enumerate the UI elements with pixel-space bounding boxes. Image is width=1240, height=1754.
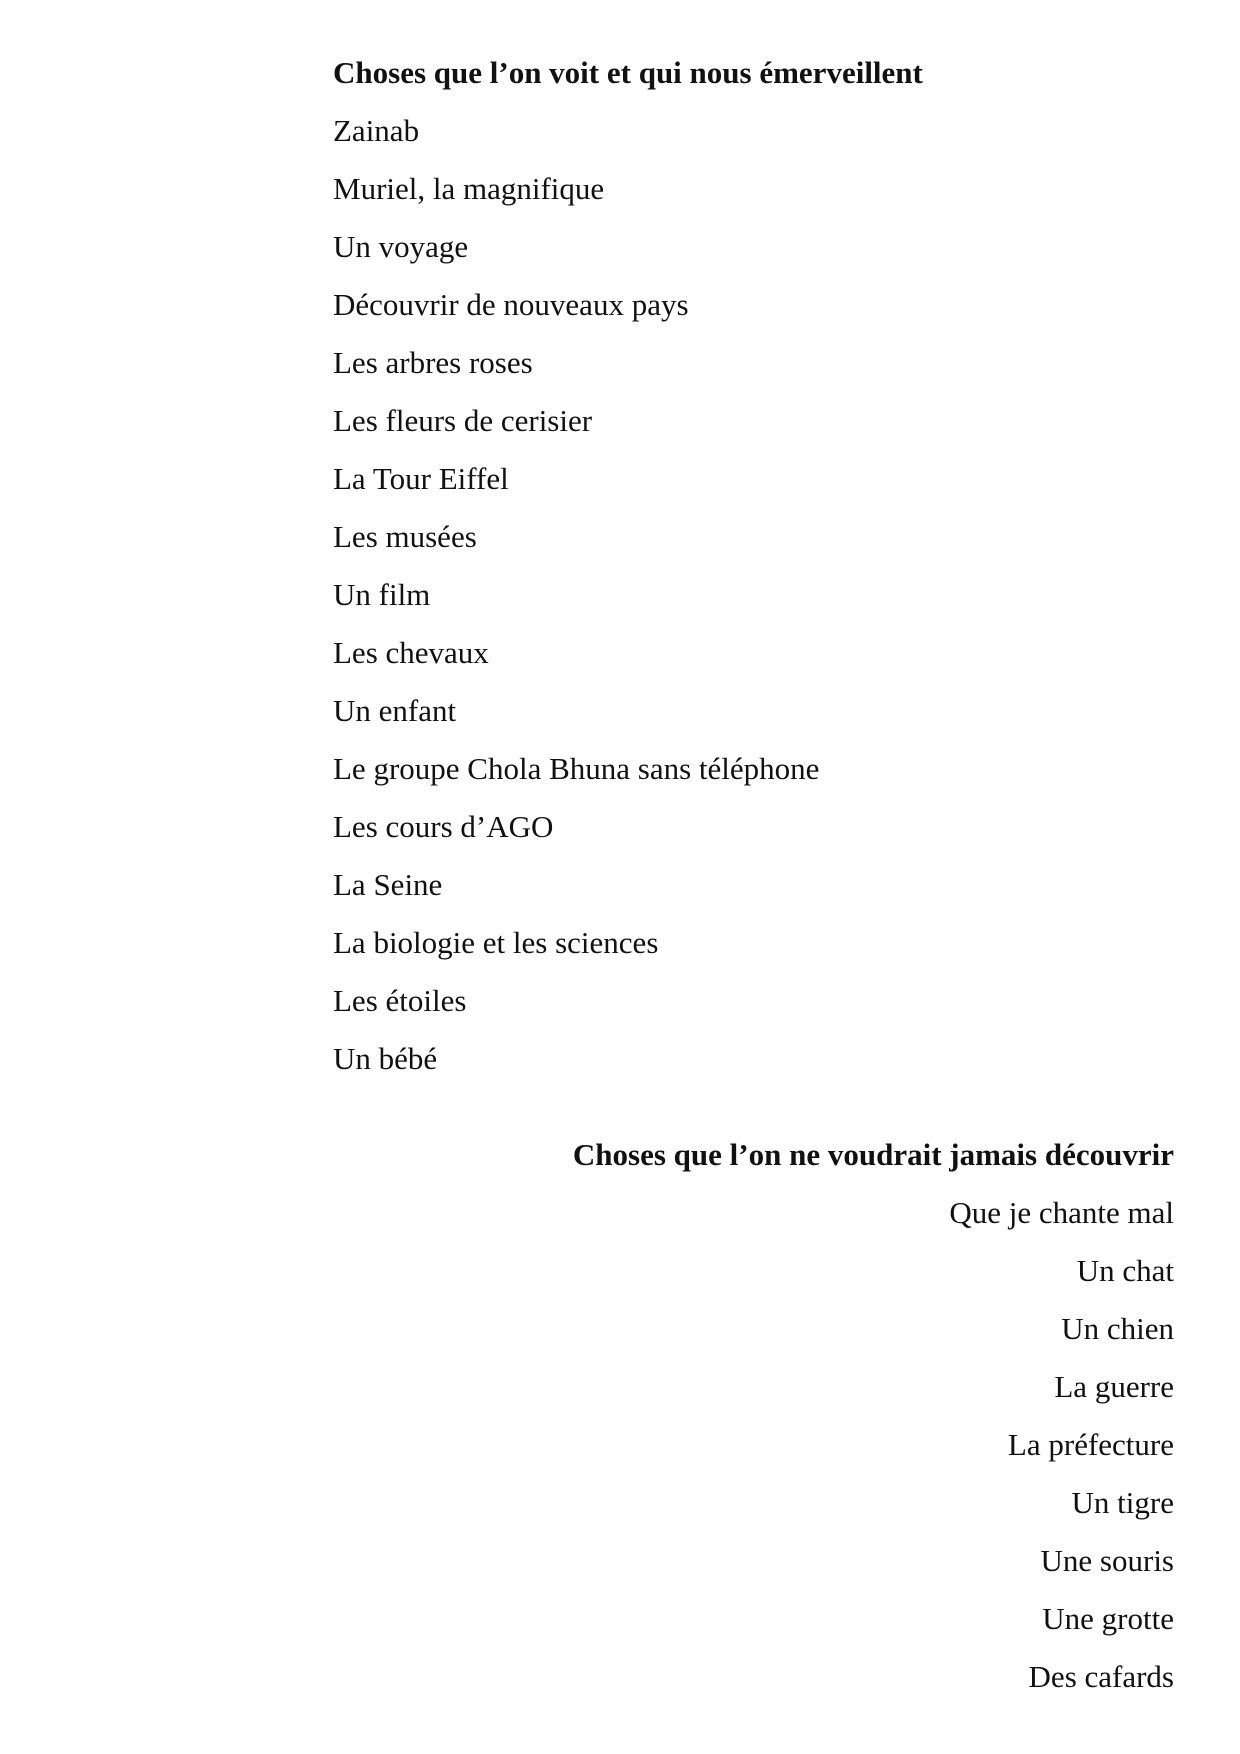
list-item: Une souris <box>1040 1543 1174 1578</box>
list-item: Des cafards <box>1028 1659 1174 1694</box>
list-item: Les arbres roses <box>333 345 533 380</box>
list-item: Les chevaux <box>333 635 489 670</box>
list-item: Un tigre <box>1071 1485 1174 1520</box>
section-merveilles <box>333 44 1133 1088</box>
list-item: La guerre <box>1054 1369 1174 1404</box>
merveilles-list <box>333 102 1133 1088</box>
list-item: La Seine <box>333 867 443 902</box>
section-jamais-decouvrir <box>374 1126 1174 1706</box>
list-item: La Tour Eiffel <box>333 461 509 496</box>
list-item: La biologie et les sciences <box>333 925 659 960</box>
list-item: Un enfant <box>333 693 457 728</box>
list-item: La préfecture <box>1007 1427 1174 1462</box>
list-item: Un bébé <box>333 1041 438 1076</box>
list-item: Les fleurs de cerisier <box>333 403 593 438</box>
list-item: Zainab <box>333 113 420 148</box>
section-heading: Choses que l’on voit et qui nous émerveillent <box>333 55 923 90</box>
list-item: Muriel, la magnifique <box>333 171 605 206</box>
section-heading: Choses que l’on ne voudrait jamais découvrir <box>572 1137 1174 1172</box>
list-item: Que je chante mal <box>949 1195 1174 1230</box>
list-item: Un chien <box>1061 1311 1174 1346</box>
list-item: Les cours d’AGO <box>333 809 554 844</box>
list-item: Un voyage <box>333 229 469 264</box>
list-item: Les musées <box>333 519 477 554</box>
list-item: Découvrir de nouveaux pays <box>333 287 689 322</box>
jamais-list <box>374 1184 1174 1706</box>
list-item: Un chat <box>1076 1253 1174 1288</box>
list-item: Un film <box>333 577 431 612</box>
list-item: Une grotte <box>1042 1601 1174 1636</box>
list-item: Le groupe Chola Bhuna sans téléphone <box>333 751 820 786</box>
list-item: Les étoiles <box>333 983 467 1018</box>
